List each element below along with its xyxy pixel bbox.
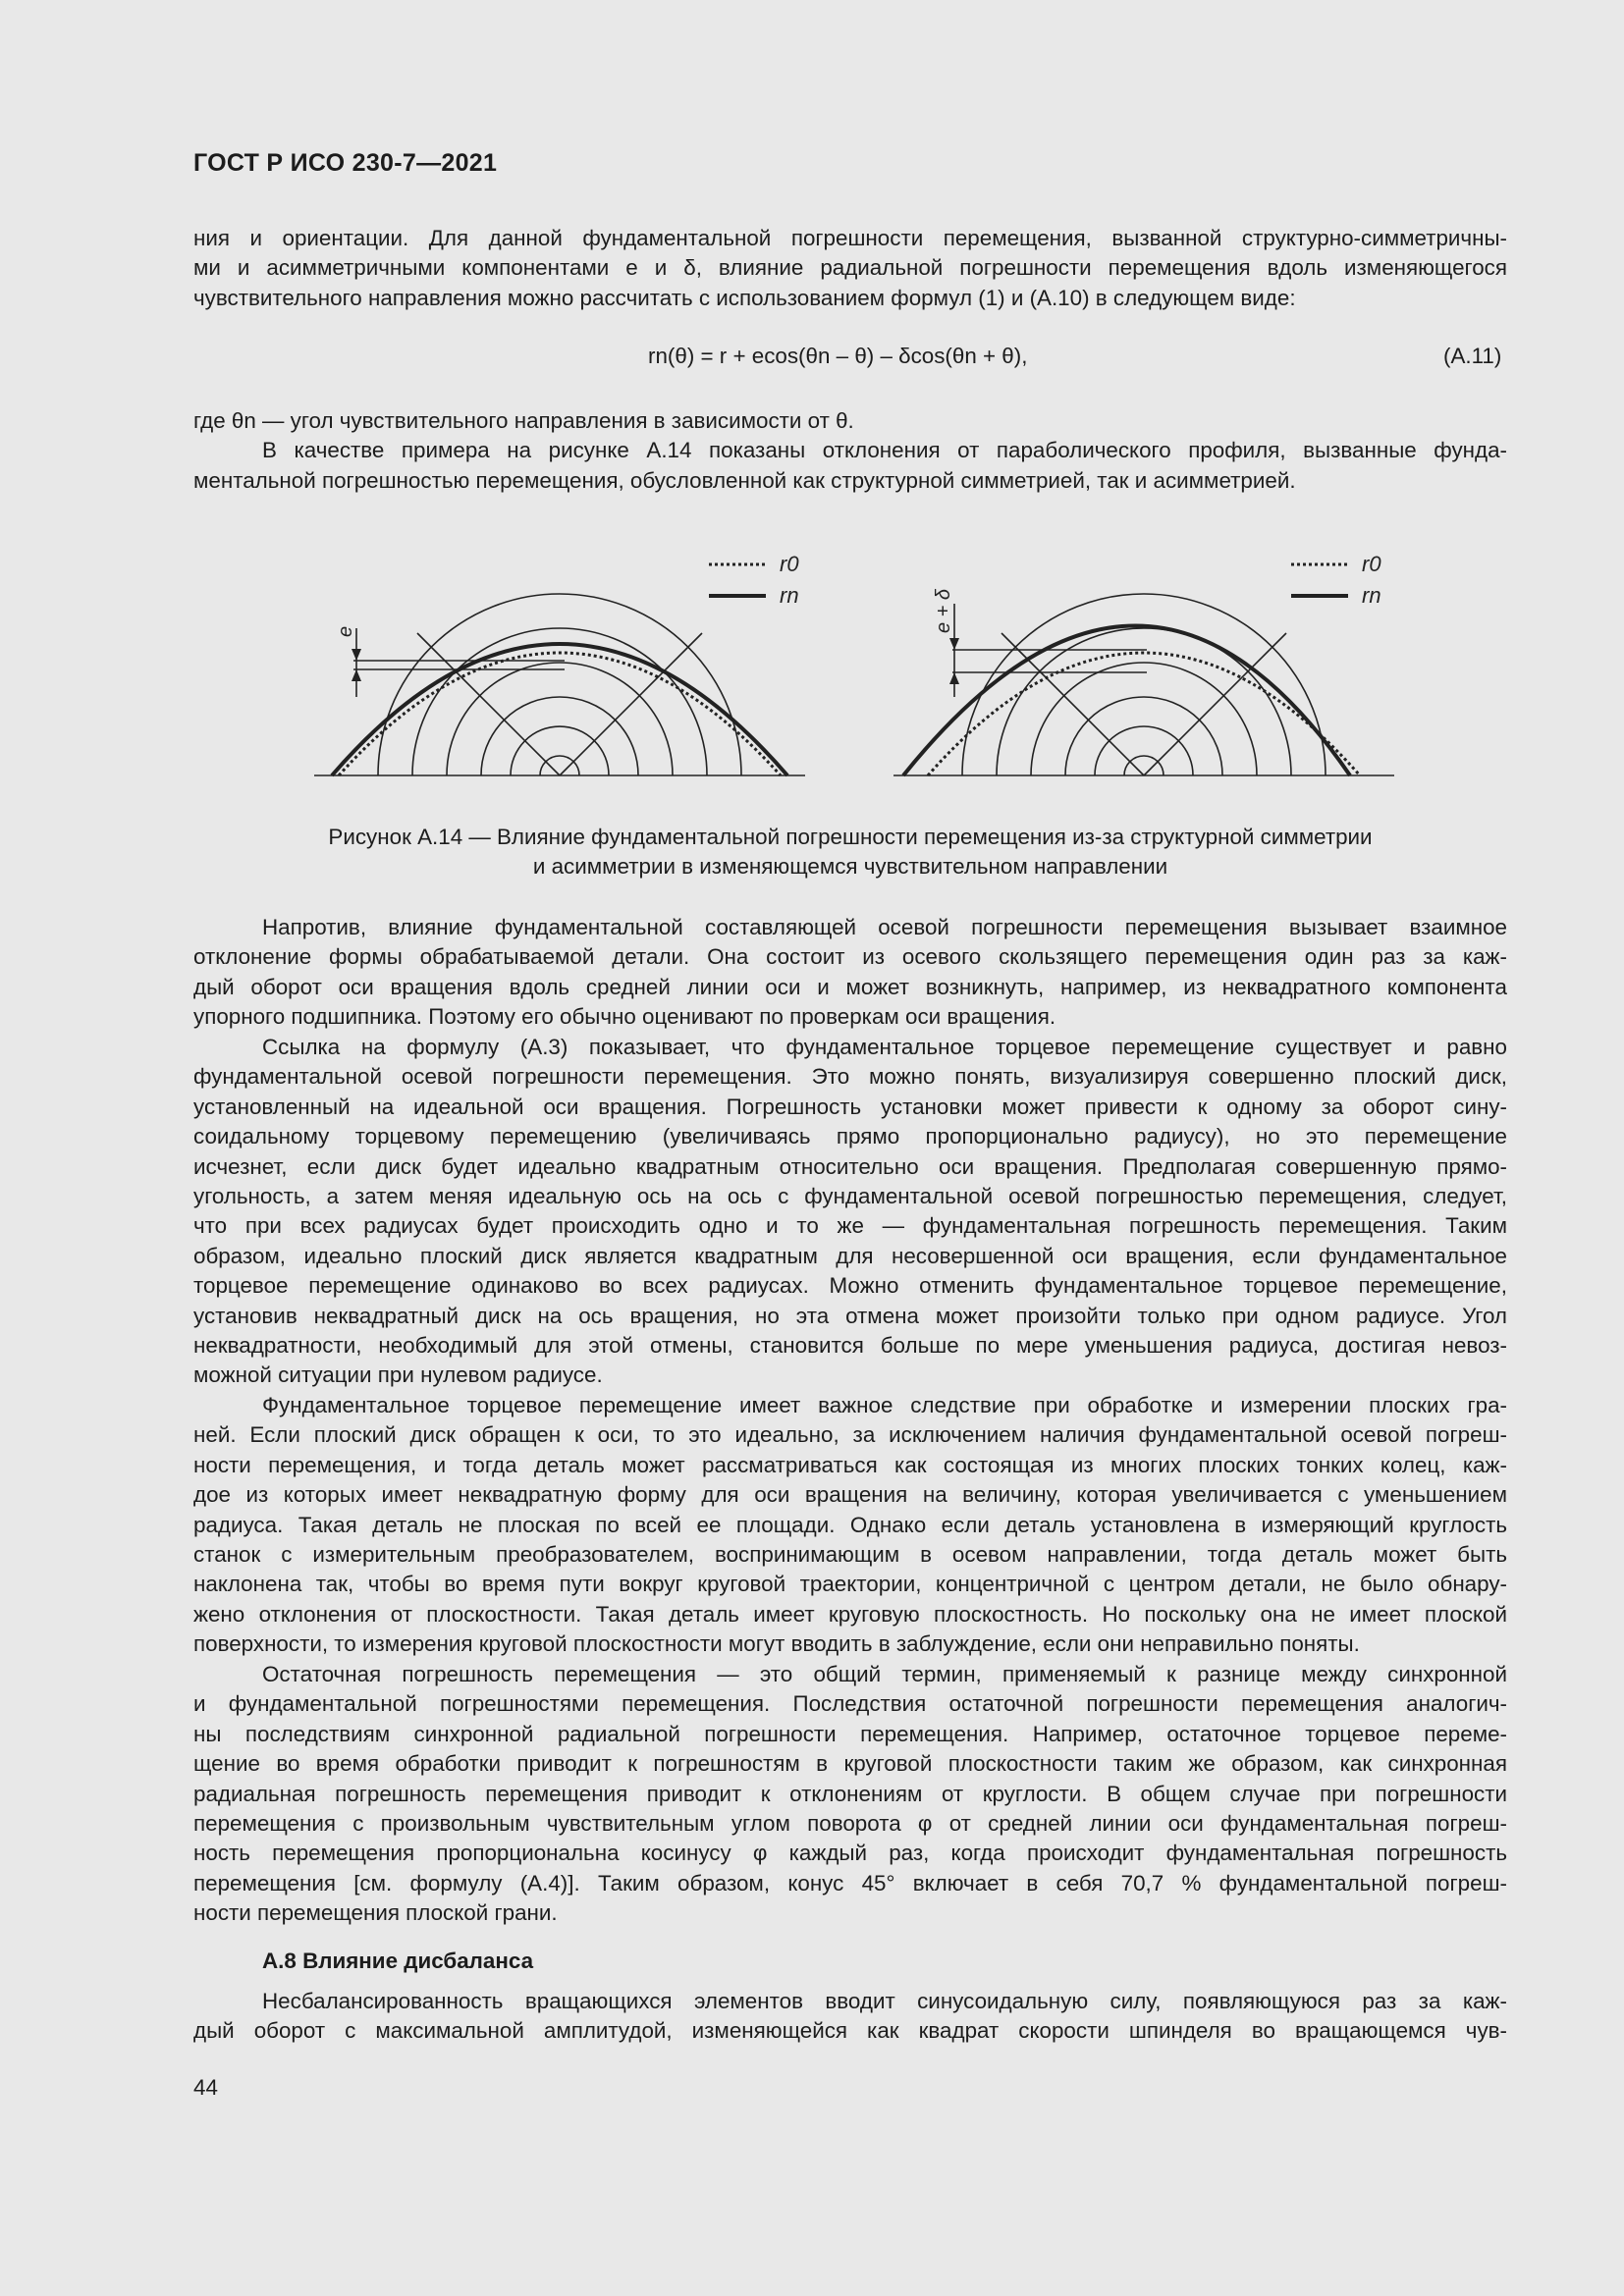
section-heading: А.8 Влияние дисбаланса [262, 1949, 534, 1973]
text-line: торцевое перемещение одинаково во всех радиусах. Можно отменить фундаментальное торцевое перемещение, [193, 1273, 1507, 1299]
document-header: ГОСТ Р ИСО 230-7—2021 [193, 149, 498, 177]
text-line: ны последствиям синхронной радиальной погрешности перемещения. Например, остаточное торцевое переме- [193, 1721, 1507, 1746]
legend-rn: rn [1362, 583, 1381, 608]
paragraph-2 [193, 1033, 1507, 1391]
text-line: соидальному торцевому перемещению (увеличиваясь прямо пропорционально радиусу), но это перемещение [193, 1124, 1507, 1149]
text-line: щение во время обработки приводит к погрешностям в круговой плоскостности таким же образом, как синхронная [193, 1751, 1507, 1777]
text-line: поверхности, то измерения круговой плоскостности могут вводить в заблуждение, если они неправильно поняты. [193, 1631, 1360, 1657]
figure-caption-line1: Рисунок А.14 — Влияние фундаментальной погрешности перемещения из-за структурной симметрии [328, 825, 1373, 849]
formula-number: (А.11) [1443, 344, 1502, 368]
legend-r0: r0 [1362, 552, 1381, 576]
paragraph-4 [193, 1660, 1507, 1929]
text-line: ния и ориентации. Для данной фундаментальной погрешности перемещения, вызванной структурно-симметричны- [193, 226, 1507, 250]
text-line: радиальная погрешность перемещения приводит к отклонениям от круглости. В общем случае при погрешности [193, 1781, 1507, 1806]
text-line: упорного подшипника. Поэтому его обычно оценивают по проверкам оси вращения. [193, 1004, 1056, 1030]
text-line: Напротив, влияние фундаментальной составляющей осевой погрешности перемещения вызывает взаимное [262, 915, 1507, 939]
text-line: где θn — угол чувствительного направления в зависимости от θ. [193, 408, 854, 433]
text-line: перемещения [см. формулу (А.4)]. Таким образом, конус 45° включает в себя 70,7 % фундаментальной погреш- [193, 1870, 1507, 1896]
text-line: дый оборот оси вращения вдоль средней линии оси и может возникнуть, например, из неквадратного компонента [193, 974, 1507, 999]
text-line: отклонение формы обрабатываемой детали. Она состоит из осевого скользящего перемещения один раз за каж- [193, 944, 1507, 970]
text-line: Ссылка на формулу (А.3) показывает, что фундаментальное торцевое перемещение существует и равно [262, 1035, 1507, 1059]
text-line: неквадратности, необходимый для этой отмены, становится больше по мере уменьшения радиуса, достигая невоз- [193, 1332, 1507, 1358]
figure-caption-line2: и асимметрии в изменяющемся чувствительном направлении [532, 854, 1168, 879]
page-number: 44 [193, 2075, 218, 2100]
text-line: установив неквадратный диск на ось вращения, но эта отмена может произойти только при одном радиусе. Угол [193, 1303, 1507, 1328]
text-line: фундаментальной осевой погрешности перемещения. Это можно понять, визуализируя совершенно плоский диск, [193, 1064, 1507, 1090]
text-line: наклонена так, чтобы во время пути вокруг круговой траектории, концентричной с центром детали, не было обнару- [193, 1572, 1507, 1597]
arrow-down-icon [352, 649, 361, 661]
text-line: Несбалансированность вращающихся элементов вводит синусоидальную силу, появляющуюся раз за каж- [262, 1989, 1507, 2013]
text-line: радиуса. Такая деталь не плоская по всей ее площади. Однако если деталь установлена в измеряющий круглость [193, 1512, 1507, 1537]
text-line: Остаточная погрешность перемещения — это общий термин, применяемый к разнице между синхронной [262, 1662, 1507, 1686]
section-paragraph [193, 1987, 1507, 2047]
text-line: и фундаментальной погрешностями перемещения. Последствия остаточной погрешности перемещения аналогич- [193, 1691, 1507, 1717]
text-line: ми и асимметричными компонентами e и δ, влияние радиальной погрешности перемещения вдоль изменяющегося [193, 255, 1507, 281]
arrow-down-icon [949, 638, 959, 650]
text-line: жено отклонения от плоскостности. Такая деталь имеет круговую плоскостность. Но поскольку она не имеет плоской [193, 1601, 1507, 1627]
arrow-up-icon [949, 672, 959, 684]
intro-paragraph [193, 224, 1507, 313]
text-line: установленный на идеальной оси вращения. Погрешность установки может привести к одному за оборот сину- [193, 1094, 1507, 1119]
left-diagram [314, 594, 805, 775]
label-e-delta: e + δ [933, 588, 954, 633]
text-line: дый оборот с максимальной амплитудой, изменяющейся как квадрат скорости шпинделя во вращающемся чув- [193, 2018, 1507, 2044]
text-line: образом, идеально плоский диск является квадратным для несовершенной оси вращения, если фундаментальное [193, 1243, 1507, 1268]
text-line: ности перемещения, и тогда деталь может рассматриваться как состоящая из многих плоских тонких колец, каж- [193, 1452, 1507, 1477]
text-line: угольность, а затем меняя идеальную ось на ось с фундаментальной осевой погрешностью перемещения, следует, [193, 1183, 1507, 1208]
text-line: перемещения с произвольным чувствительным углом поворота φ от средней линии оси фундаментальная погреш- [193, 1810, 1507, 1836]
label-e: e [335, 625, 356, 637]
paragraph-1 [193, 913, 1507, 1033]
legend-rn: rn [780, 583, 799, 608]
text-line: можной ситуации при нулевом радиусе. [193, 1362, 603, 1388]
arrow-up-icon [352, 669, 361, 681]
text-line: что при всех радиусах будет происходить одно и то же — фундаментальная погрешность перемещения. Таким [193, 1213, 1507, 1239]
text-line: ней. Если плоский диск обращен к оси, то это идеально, за исключением наличия фундаментальной осевой погреш- [193, 1422, 1507, 1448]
text-line: чувствительного направления можно рассчитать с использованием формул (1) и (А.10) в следующем виде: [193, 285, 1296, 310]
paragraph-3 [193, 1391, 1507, 1660]
text-line: ность перемещения пропорциональна косинусу φ каждый раз, когда происходит фундаментальная погрешность [193, 1841, 1507, 1866]
after-formula-paragraph [193, 406, 1507, 496]
right-diagram [893, 594, 1394, 775]
text-line: исчезнет, если диск будет идеально квадратным относительно оси вращения. Предполагая совершенную прямо- [193, 1153, 1507, 1179]
figure-a14 [295, 535, 1424, 790]
text-line: ментальной погрешностью перемещения, обусловленной как структурной симметрией, так и асимметрией. [193, 467, 1296, 493]
text-line: ности перемещения плоской грани. [193, 1900, 558, 1926]
text-line: дое из которых имеет неквадратную форму для оси вращения на величину, которая увеличивается с уменьшением [193, 1482, 1507, 1508]
text-line: станок с измерительным преобразователем, воспринимающим в осевом направлении, тогда деталь может быть [193, 1541, 1507, 1567]
text-line: В качестве примера на рисунке А.14 показаны отклонения от параболического профиля, вызванные фунда- [262, 438, 1507, 463]
legend-r0: r0 [780, 552, 799, 576]
text-line: Фундаментальное торцевое перемещение имеет важное следствие при обработке и измерении плоских гра- [262, 1393, 1507, 1417]
formula: rn(θ) = r + ecos(θn – θ) – δcos(θn + θ), [648, 344, 1028, 368]
